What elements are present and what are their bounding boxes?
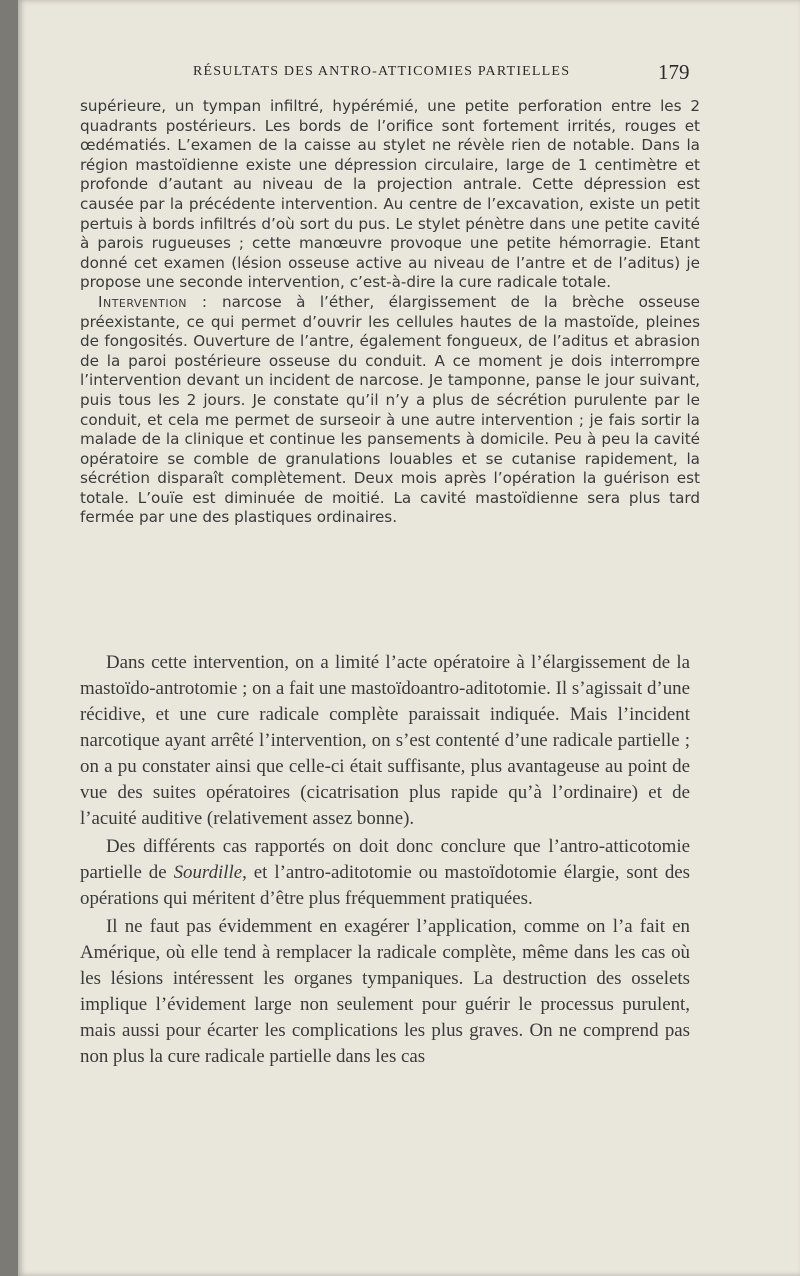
observation-paragraph: supérieure, un tympan infiltré, hypérémié, une petite perforation entre les 2 quadrants postérieurs. Les bords de l’orifice sont fortement irrités, rouges et œdématiés. L’examen de la caisse au stylet ne révèle rien de notable. Dans la région mastoïdienne existe une dépression circulaire, large de 1 centimètre et profonde d’autant au niveau de la projection antrale. Cette dépression est causée par la précédente intervention. Au centre de l’excavation, existe un petit pertuis à bords infiltrés d’où sort du pus. Le stylet pénètre dans une petite cavité à parois rugueuses ; cette manœuvre provoque une petite hémorragie. Etant donné cet examen (lésion osseuse active au niveau de l’antre et de l’aditus) je propose une seconde intervention, c’est-à-dire la cure radicale totale. [80, 97, 700, 292]
paragraph-2-end: , et l’antro-aditotomie ou mastoïdotomie élargie, sont des opérations qui méritent d’être plus fréquemment pratiquées. [80, 862, 691, 909]
paragraph-2-start: Des différents cas rapportés on doit donc conclure que l’antro-atticotomie partielle de [80, 836, 690, 883]
main-text [80, 650, 690, 1070]
intervention-paragraph [80, 293, 700, 528]
intervention-label: Intervention : [98, 292, 208, 311]
body-paragraph-2 [80, 834, 690, 912]
author-name: Sourdille [173, 862, 243, 883]
case-observation [80, 97, 700, 528]
running-title: RÉSULTATS DES ANTRO-ATTICOMIES PARTIELLES [193, 64, 571, 79]
book-page [18, 0, 800, 1276]
body-paragraph-1: Dans cette intervention, on a limité l’acte opératoire à l’élargissement de la mastoïdo-antrotomie ; on a fait une mastoïdoantro-aditotomie. Il s’agissait d’une récidive, et une cure radicale complète paraissait indiquée. Mais l’incident narcotique ayant arrêté l’intervention, on s’est contenté d’une radicale partielle ; on a pu constater ainsi que celle-ci était suffisante, plus avantageuse au point de vue des suites opératoires (cicatrisation plus rapide qu’à l’ordinaire) et de l’acuité auditive (relativement assez bonne). [80, 652, 690, 829]
intervention-text: narcose à l’éther, élargissement de la brèche osseuse préexistante, ce qui permet d’ouvrir les cellules hautes de la mastoïde, pleines de fongosités. Ouverture de l’antre, également fongueux, de l’aditus et abrasion de la paroi postérieure osseuse du conduit. A ce moment je dois interrompre l’intervention devant un incident de narcose. Je tamponne, panse le jour suivant, puis tous les 2 jours. Je constate qu’il n’y a plus de sécrétion purulente par le conduit, et cela me permet de surseoir à une autre intervention ; je fais sortir la malade de la clinique et continue les pansements à domicile. Peu à peu la cavité opératoire se comble de granulations louables et se cutanise rapidement, la sécrétion disparaît complètement. Deux mois après l’opération la guérison est totale. L’ouïe est diminuée de moitié. La cavité mastoïdienne sera plus tard fermée par une des plastiques ordinaires. [80, 292, 700, 527]
page-header [18, 60, 800, 90]
page-number: 179 [658, 60, 690, 84]
body-paragraph-3: Il ne faut pas évidemment en exagérer l’application, comme on l’a fait en Amérique, où elle tend à remplacer la radicale complète, même dans les cas où les lésions intéressent les organes tympaniques. La destruction des osselets implique l’évidement large non seulement pour guérir le processus purulent, mais aussi pour écarter les complications les plus graves. On ne comprend pas non plus la cure radicale partielle dans les cas [80, 916, 690, 1067]
